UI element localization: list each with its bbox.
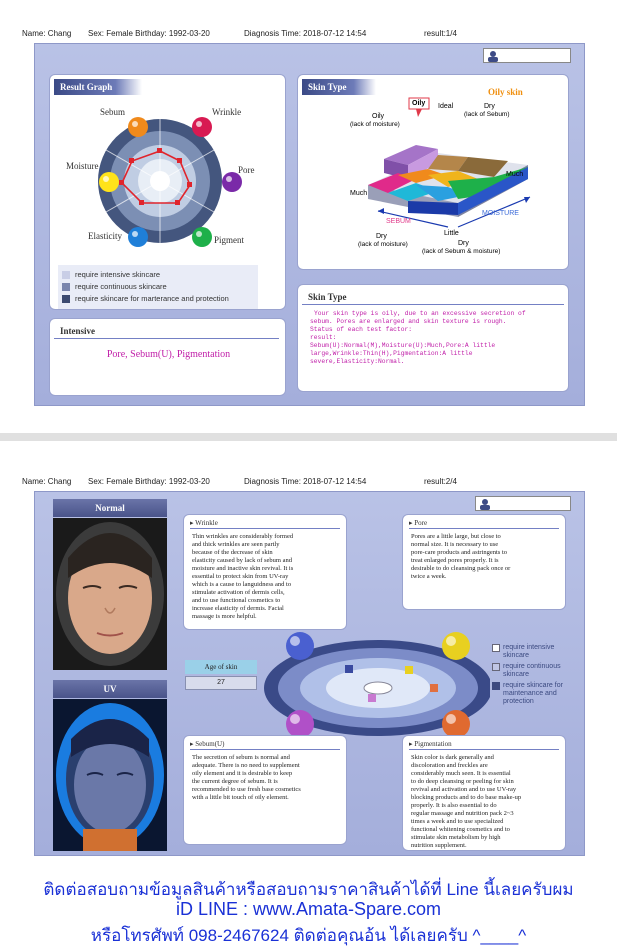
much-left-label: Much (350, 190, 368, 197)
legend-intensive: require intensive skincare (62, 270, 160, 279)
pore-title: ▸ Pore (409, 519, 428, 527)
skin-type-3d-chart (298, 75, 570, 271)
normal-photo (53, 518, 167, 670)
oily-tag: Oily (412, 100, 426, 107)
little-label: Little (444, 230, 459, 237)
oily-label: Oily (372, 113, 385, 120)
report-page-1 (34, 43, 585, 406)
footer-contact-line: ติดต่อสอบถามข้อมูลสินค้าหรือสอบถามราคาสินค้าได้ที่ Line นี้เลยครับผม (43, 880, 574, 899)
sebum-panel (183, 735, 347, 845)
normal-photo-title: Normal (53, 499, 167, 517)
ideal-label: Ideal (438, 103, 454, 110)
label-sebum: Sebum (100, 107, 126, 117)
uv-photo-title: UV (53, 680, 167, 698)
user-icon (487, 50, 499, 62)
user-box (475, 496, 571, 511)
footer-phone-line: หรือโทรศัพท์ 098-2467624 ติดต่อคุณอ้น ได้เลยครับ ^____^ (90, 926, 527, 945)
wrinkle-panel (183, 514, 347, 630)
result-graph-panel (49, 74, 286, 310)
dry-moisture-sub: (lack of moisture) (358, 241, 408, 248)
result-page: result:2/4 (424, 477, 457, 486)
pigmentation-title: ▸ Pigmentation (409, 740, 452, 748)
footer-line-id[interactable]: iD LINE : www.Amata-Spare.com (175, 899, 442, 919)
skin-type-chart-title: Skin Type (302, 79, 376, 95)
intensive-panel (49, 318, 286, 396)
patient-name: Name: Chang (22, 29, 72, 38)
label-pigment: Pigment (214, 235, 245, 245)
label-pore: Pore (238, 165, 255, 175)
dry-both-sub: (lack of Sebum & moisture) (422, 248, 501, 255)
report-page-2 (34, 491, 585, 856)
pigmentation-text: Skin color is dark generally and discoloration and freckles are considerably much seen. It is essential to do deep cleansing or peeling for skin revival and activation and to use UV-ray blocking products and to do base make-up properly. It is also essential to do regular massage and nutrition pack 2~3 times a week and to use specialized functional whitening cosmetics and to stimulate skin metabolism by high nutrition supplement. (411, 754, 522, 849)
intensive-value: Pore, Sebum(U), Pigmentation (106, 349, 231, 360)
dry-moisture-label: Dry (376, 233, 387, 240)
oily-sub: (lack of moisture) (350, 121, 400, 128)
moisture-axis-label: MOISTURE (482, 210, 519, 217)
wrinkle-title: ▸ Wrinkle (190, 519, 218, 527)
label-moisture: Moisture (66, 161, 99, 171)
skin-type-result: Oily skin (488, 87, 523, 97)
age-value: 27 (185, 676, 257, 690)
result-graph-title: Result Graph (54, 79, 142, 95)
label-elasticity: Elasticity (88, 231, 122, 241)
sex-birthday: Sex: Female Birthday: 1992-03-20 (88, 477, 210, 486)
much-right-label: Much (506, 171, 524, 178)
user-box (483, 48, 571, 63)
pore-panel (402, 514, 566, 610)
diagnosis-time: Diagnosis Time: 2018-07-12 14:54 (244, 477, 367, 486)
legend-maintenance: require skincare for marterance and protection (62, 294, 229, 303)
uv-photo (53, 699, 167, 851)
result-page: result:1/4 (424, 29, 457, 38)
sex-birthday: Sex: Female Birthday: 1992-03-20 (88, 29, 210, 38)
dry-both-label: Dry (458, 240, 469, 247)
skin-type-text-panel (297, 284, 569, 392)
dry-sebum-label: Dry (484, 103, 495, 110)
pigmentation-panel (402, 735, 566, 851)
age-label: Age of skin (185, 660, 257, 674)
skin-type-text-title: Skin Type (302, 289, 564, 305)
intensive-title: Intensive (54, 323, 279, 339)
sebum-axis-label: SEBUM (386, 218, 411, 225)
pore-text: Pores are a little large, but close to normal size. It is necessary to use pore-care products and astringents to treat enlarged pores properly. It is desirable to do cleansing pack once or twice a week. (411, 533, 511, 580)
skin-status-ellipse (260, 628, 490, 748)
patient-name: Name: Chang (22, 477, 72, 486)
user-icon (479, 498, 491, 510)
dry-sebum-sub: (lack of Sebum) (464, 111, 510, 118)
skin-type-chart-panel (297, 74, 569, 270)
legend-page2: require intensive skincare require continuous skincare require skincare for maintenance and protection (492, 644, 582, 706)
legend-continuous: require continuous skincare (62, 282, 167, 291)
skin-type-description: Your skin type is oily, due to an excessive secretion of sebum. Pores are enlarged and skin texture is rough. Status of each test factor: result: Sebum(U):Normal(M),Moisture(U):Much,Pore:A little large,Wrinkle:Thin(H),Pigmentation:A little severe,Elasticity:Normal. (310, 310, 526, 365)
wrinkle-text: Thin wrinkles are considerably formed and thick wrinkles are seen partly because of the decrease of skin elasticity caused by lack of sebum and moisture and inactive skin revival. It is essential to protect skin from UV-ray which is a cause to languidness and to stimulate activation of dermis cells, and to use functional cosmetics to increase elasticity of dermis. Facial massage is more helpful. (192, 533, 294, 620)
page-separator (0, 433, 617, 441)
diagnosis-time: Diagnosis Time: 2018-07-12 14:54 (244, 29, 367, 38)
sebum-title: ▸ Sebum(U) (190, 740, 225, 748)
sebum-text: The secretion of sebum is normal and adequate. There is no need to supplement oily element and it is desirable to keep the current degree of sebum. It is recommended to use fresh base cosmetics with a little bit touch of oily element. (192, 754, 301, 801)
label-wrinkle: Wrinkle (212, 107, 242, 117)
